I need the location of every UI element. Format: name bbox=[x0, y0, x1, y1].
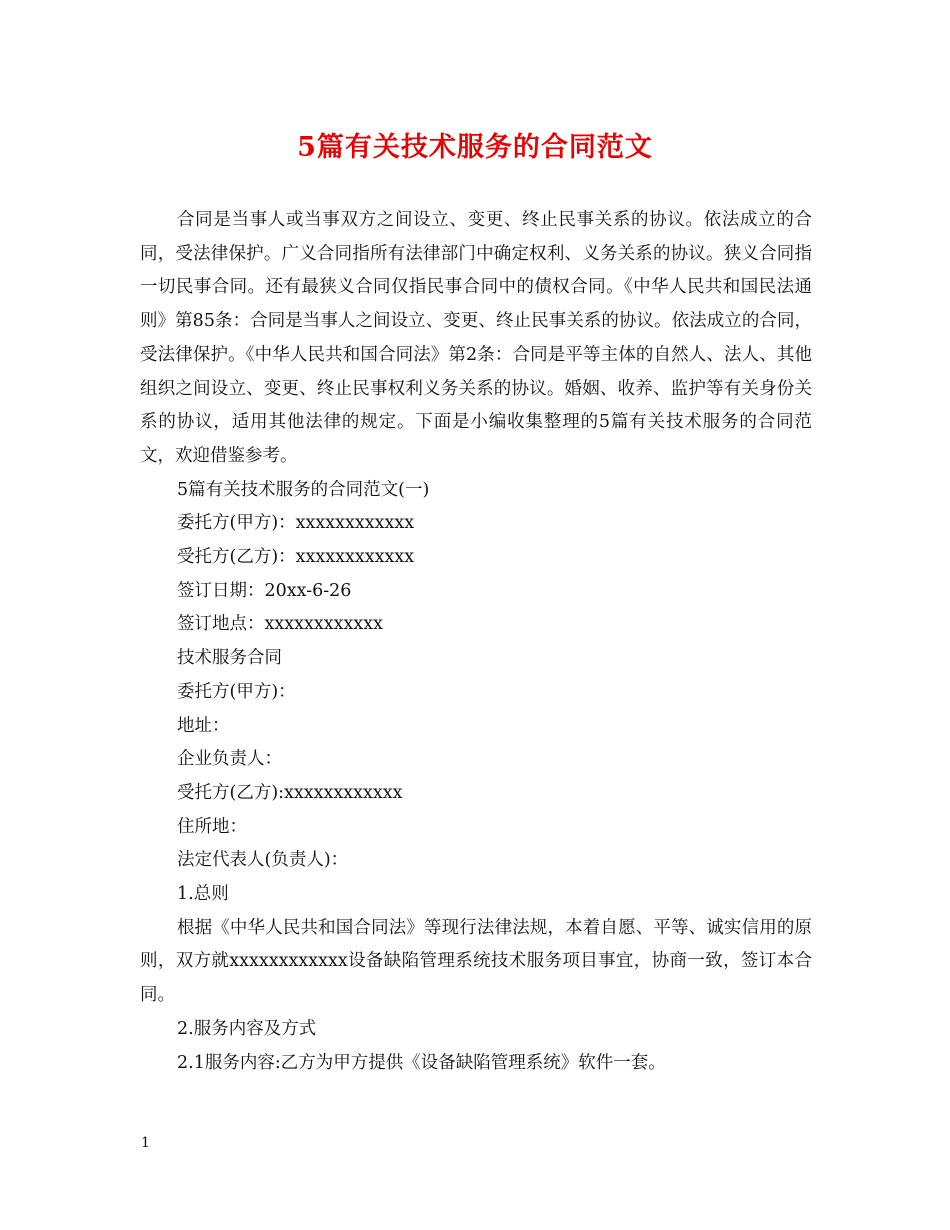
legal-representative-label: 法定代表人(负责人)： bbox=[177, 850, 349, 871]
section-1-heading: 1.总则 bbox=[177, 884, 229, 905]
contract-heading-one: 5篇有关技术服务的合同范文(一) bbox=[177, 479, 430, 500]
intro-paragraph: 合同是当事人或当事双方之间设立、变更、终止民事关系的协议。依法成立的合同，受法律保护。广义合同指所有法律部门中确定权利、义务关系的协议。狭义合同指一切民事合同。还有最狭义合同仅指民事合同中的债权合同。《中华人民共和国民法通则》第85条：合同是当事人之间设立、变更、终止民事关系的协议。依法成立的合同，受法律保护。《中华人民共和国合同法》第2条：合同是平等主体的自然人、法人、其他组织之间设立、变更、终止民事权利义务关系的协议。婚姻、收养、监护等有关身份关系的协议，适用其他法律的规定。下面是小编收集整理的5篇有关技术服务的合同范文，欢迎借鉴参考。 bbox=[140, 210, 812, 466]
principle-paragraph: 根据《中华人民共和国合同法》等现行法律法规，本着自愿、平等、诚实信用的原则，双方就xxxxxxxxxxxx设备缺陷管理系统技术服务项目事宜，协商一致，签订本合同。 bbox=[140, 917, 812, 1006]
client-party-line: 委托方(甲方)：xxxxxxxxxxxx bbox=[177, 513, 415, 534]
contractor-party-line: 受托方(乙方)：xxxxxxxxxxxx bbox=[177, 547, 415, 568]
section-2-heading: 2.服务内容及方式 bbox=[177, 1018, 317, 1039]
page-number: 1 bbox=[141, 1135, 150, 1151]
signing-place-line: 签订地点：xxxxxxxxxxxx bbox=[177, 614, 383, 635]
contract-type-heading: 技术服务合同 bbox=[177, 648, 282, 669]
residence-label: 住所地： bbox=[177, 816, 247, 837]
enterprise-manager-label: 企业负责人： bbox=[177, 749, 282, 770]
client-party-label: 委托方(甲方)： bbox=[177, 681, 296, 702]
section-2-1-line: 2.1服务内容:乙方为甲方提供《设备缺陷管理系统》软件一套。 bbox=[177, 1052, 666, 1073]
contractor-party-label: 受托方(乙方):xxxxxxxxxxxx bbox=[177, 782, 403, 803]
signing-date-line: 签订日期：20xx-6-26 bbox=[177, 580, 352, 601]
document-body bbox=[140, 204, 812, 1080]
address-label: 地址： bbox=[177, 715, 230, 736]
document-title: 5篇有关技术服务的合同范文 bbox=[297, 132, 653, 163]
